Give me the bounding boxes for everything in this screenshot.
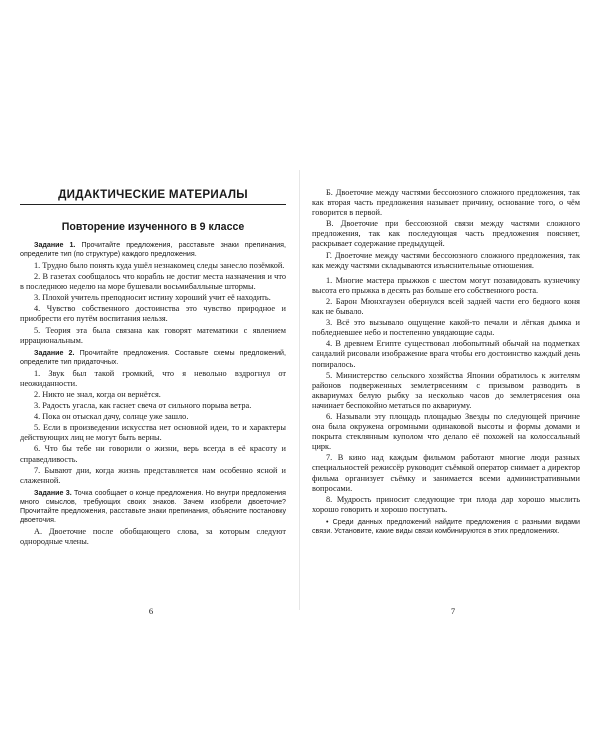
task-1-item: 1. Трудно было понять куда ушёл незнакомец следы занесло позёмкой. bbox=[34, 261, 285, 270]
task-3-label: Задание 3. bbox=[34, 488, 72, 497]
task-3-instruction bbox=[20, 489, 286, 525]
task-1-instruction bbox=[20, 241, 286, 259]
task-3-text: Точка сообщает о конце предложения. Но внутри предложения много смыслов, требующих своих знаков. Зачем изобрели двоеточие? Прочитайте предложения, расставьте знаки препинания, объясните постановку двоеточия. bbox=[20, 488, 286, 524]
exercise-sentence: 7. В кино над каждым фильмом работают многие люди разных специальностей режиссёр руководит съёмкой оператор снимает а директор фильма организует съёмку и занимается всеми административными вопросами. bbox=[312, 453, 580, 493]
task-2-item: 4. Пока он отыскал дачу, солнце уже зашло. bbox=[34, 412, 189, 422]
right-page bbox=[300, 0, 600, 750]
exercise-sentence: 8. Мудрость приносит следующие три плода дар хорошо мыслить хорошо говорить и хорошо поступать. bbox=[312, 494, 580, 514]
page-number: 7 bbox=[450, 606, 456, 616]
task-1-item: 3. Плохой учитель преподносит истину хороший учит её находить. bbox=[34, 293, 271, 303]
task-2-item: 2. Никто не знал, когда он вернётся. bbox=[34, 389, 161, 399]
task-1-item: 5. Теория эта была связана как говорят математики с явлением иррациональным. bbox=[20, 325, 286, 345]
exercise-sentence: 2. Барон Мюнхгаузен обернулся всей задней части его бедного коня как не бывало. bbox=[312, 296, 580, 317]
section-title: ДИДАКТИЧЕСКИЕ МАТЕРИАЛЫ bbox=[20, 188, 286, 205]
exercise-sentence: 3. Всё это вызывало ощущение какой-то печали и лёгкая дымка и побледневшее небо и постепенно увядающие сады. bbox=[312, 318, 580, 338]
task-2-instruction bbox=[20, 349, 286, 367]
task-3-item: Г. Двоеточие между частями бессоюзного сложного предложения, так как между частями складываются изъяснительные отношения. bbox=[312, 250, 580, 270]
exercise-sentence: 4. В древнем Египте существовал любопытный обычай на подметках сандалий рисовали изображение врага чтобы его достоинство каждый день попиралось. bbox=[312, 339, 580, 369]
exercise-sentence: 5. Министерство сельского хозяйства Японии обратилось к жителям районов подверженных землетрясениям с призывом разводить в аквариумах белую рыбку за несколько часов до землетрясения она начинает беспокойно метаться по аквариуму. bbox=[312, 370, 580, 410]
task-2-item: 5. Если в произведении искусства нет основной идеи, то и характеры действующих лиц не могут быть верны. bbox=[20, 423, 286, 443]
page-number: 6 bbox=[148, 606, 154, 616]
task-2-item: 1. Звук был такой громкий, что я невольно вздрогнул от неожиданности. bbox=[20, 368, 286, 388]
task-1-item: 4. Чувство собственного достоинства это чувство природное и приобрести его путём воспитания нельзя. bbox=[20, 304, 286, 324]
task-2-item: 3. Радость угасла, как гаснет свеча от сильного порыва ветра. bbox=[34, 401, 252, 411]
task-2-item: 7. Бывают дни, когда жизнь представляется нам особенно ясной и слаженной. bbox=[20, 465, 286, 485]
exercise-sentence: 1. Многие мастера прыжков с шестом могут позавидовать кузнечику высота его прыжка в десять раз больше его собственного роста. bbox=[312, 275, 580, 295]
task-3-item: Б. Двоеточие между частями бессоюзного сложного предложения, так как вторая часть предложения называет причину, основание того, о чём говорится в первой. bbox=[312, 188, 580, 218]
task-2-item: 6. Что бы тебе ни говорили о жизни, верь всегда в её красоту и справедливость. bbox=[20, 444, 286, 464]
task-2-text: Прочитайте предложения. Составьте схемы предложений, определите тип придаточных. bbox=[20, 348, 286, 366]
task-3-item: В. Двоеточие при бессоюзной связи между частями сложного предложения, так как последующая часть предложения поясняет, раскрывает содержание предыдущей. bbox=[312, 219, 580, 249]
task-1-label: Задание 1. bbox=[34, 241, 76, 249]
lesson-title: Повторение изученного в 9 классе bbox=[61, 221, 245, 233]
extra-task-note: • Среди данных предложений найдите предложения с разными видами связи. Установите, какие виды связи комбинируются в этих предложениях. bbox=[312, 517, 580, 535]
task-1-text: Прочитайте предложения, расставьте знаки препинания, определите тип (по структуре) каждого предложения. bbox=[20, 241, 286, 258]
exercise-sentence: 6. Называли эту площадь площадью Звезды по следующей причине она была окружена огромными одинаковой высоты и формы домами и покрыта стеклянным куполом что делало её похожей на колоссальный цирк. bbox=[312, 411, 580, 452]
task-3-item: А. Двоеточие после обобщающего слова, за которым следуют однородные члены. bbox=[20, 526, 286, 546]
task-1-item: 2. В газетах сообщалось что корабль не достиг места назначения и что в последнюю неделю на море бушевали восьмибалльные штормы. bbox=[20, 272, 286, 292]
task-2-label: Задание 2. bbox=[34, 348, 75, 357]
